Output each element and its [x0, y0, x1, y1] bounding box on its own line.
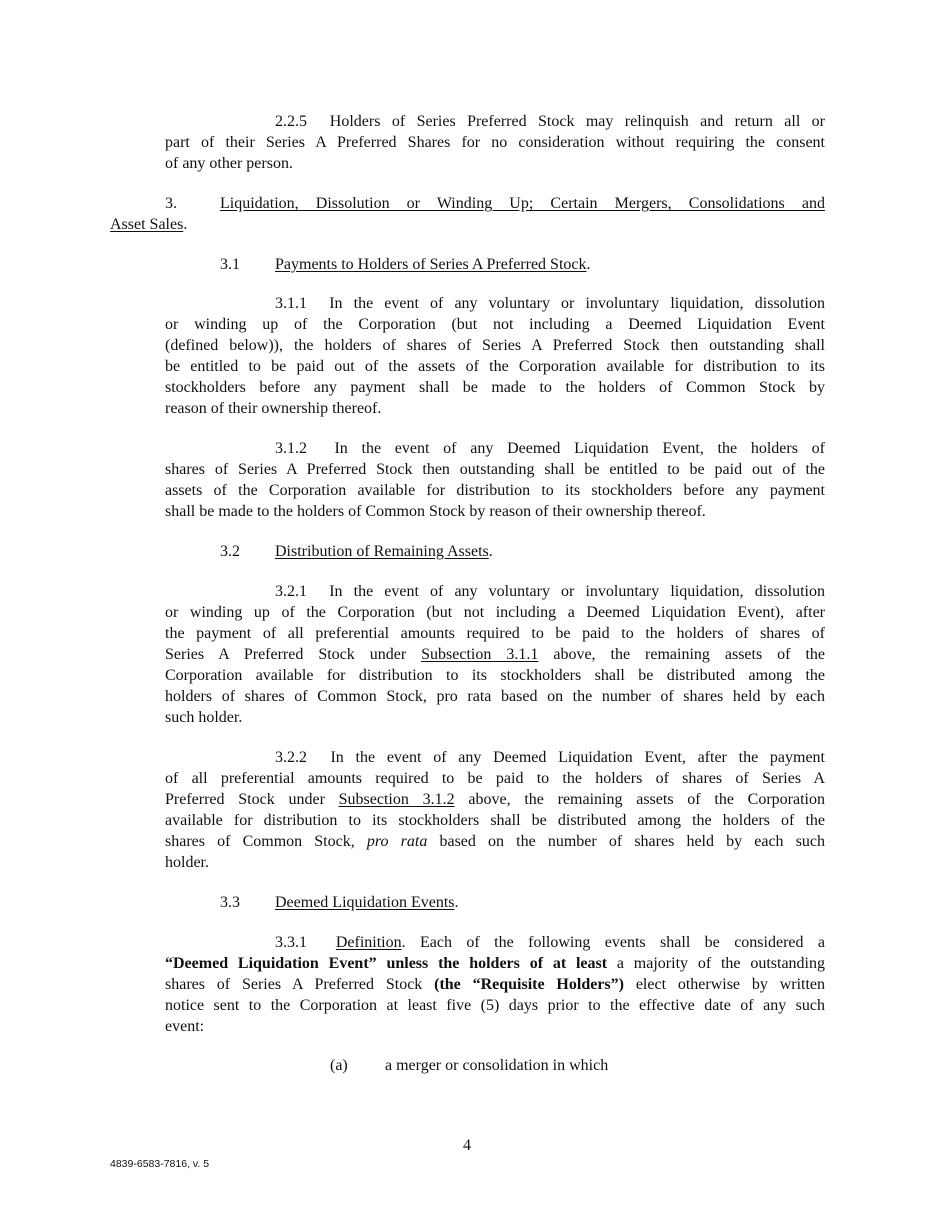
section-title: Distribution of Remaining Assets — [275, 543, 489, 560]
paragraph-line: shares of Series A Preferred Stock then outstanding shall be entitled to be paid out of the — [165, 461, 825, 478]
section-title-continued: Asset Sales — [110, 216, 184, 233]
paragraph-line: shall be made to the holders of Common Stock by reason of their ownership thereof. — [165, 503, 706, 520]
text-run: above, the remaining assets of the Corporation — [468, 791, 825, 808]
section-3-3-heading — [220, 892, 820, 913]
list-text: a merger or consolidation in which — [385, 1057, 609, 1074]
page-number: 4 — [463, 1137, 471, 1154]
punctuation: . — [586, 256, 591, 273]
paragraph-line: (defined below)), the holders of shares of Series A Preferred Stock then outstanding shall — [165, 337, 825, 354]
section-3-2-heading — [220, 541, 820, 562]
paragraph-line: Corporation available for distribution to its stockholders shall be distributed among the — [165, 667, 825, 684]
section-title: Deemed Liquidation Events — [275, 894, 455, 911]
paragraph-line: In the event of any Deemed Liquidation Event, the holders of — [334, 440, 825, 457]
text-run: Preferred Stock under — [165, 791, 325, 808]
paragraph-line: event: — [165, 1018, 205, 1035]
text-run: elect otherwise by written — [635, 976, 826, 993]
section-number: 3. — [165, 195, 177, 212]
list-item-a — [330, 1055, 825, 1076]
defined-term: (the “Requisite Holders”) — [434, 976, 624, 993]
paragraph-line: stockholders before any payment shall be made to the holders of Common Stock by — [165, 379, 825, 396]
section-number: 3.2.2 — [275, 749, 307, 766]
section-3-3-1 — [165, 932, 825, 1037]
text-run: shares of Series A Preferred Stock — [165, 976, 423, 993]
text-run: above, the remaining assets of the — [553, 646, 826, 663]
paragraph-line: assets of the Corporation available for distribution to its stockholders before any payment — [165, 482, 825, 499]
section-number: 3.2.1 — [275, 583, 307, 600]
list-label: (a) — [330, 1057, 348, 1074]
definition-label: Definition — [335, 934, 402, 951]
section-number: 3.3.1 — [275, 934, 307, 951]
paragraph-line: available for distribution to its stockholders shall be distributed among the holders of the — [165, 812, 825, 829]
section-3-1-2 — [165, 438, 825, 522]
paragraph-line: Holders of Series Preferred Stock may relinquish and return all or — [329, 113, 825, 130]
section-number: 3.1 — [220, 256, 240, 273]
punctuation: . — [183, 216, 188, 233]
italic-term: pro rata — [366, 833, 428, 850]
section-3-2-2 — [165, 747, 825, 873]
section-3-1-heading — [220, 254, 820, 275]
section-number: 2.2.5 — [275, 113, 307, 130]
paragraph-line: In the event of any voluntary or involuntary liquidation, dissolution — [329, 295, 826, 312]
paragraph-line: holders of shares of Common Stock, pro rata based on the number of shares held by each — [165, 688, 825, 705]
section-3-2-1 — [165, 581, 825, 728]
punctuation: . — [454, 894, 459, 911]
section-number: 3.1.1 — [275, 295, 307, 312]
section-3-heading — [110, 193, 825, 235]
paragraph-line — [165, 789, 825, 810]
section-2-2-5 — [165, 111, 825, 174]
document-id-footer: 4839-6583-7816, v. 5 — [110, 1158, 210, 1170]
text-run: shares of Common Stock, — [165, 833, 355, 850]
paragraph-line: the payment of all preferential amounts required to be paid to the holders of shares of — [165, 625, 825, 642]
paragraph-line — [165, 953, 825, 974]
paragraph-line: such holder. — [165, 709, 243, 726]
section-number: 3.1.2 — [275, 440, 307, 457]
section-number: 3.3 — [220, 894, 240, 911]
defined-term: “Deemed Liquidation Event” unless the holders of at least — [165, 955, 608, 972]
paragraph-line: or winding up of the Corporation (but not including a Deemed Liquidation Event — [165, 316, 825, 333]
paragraph-line — [165, 644, 825, 665]
text-run: based on the number of shares held by each such — [439, 833, 826, 850]
paragraph-line — [165, 831, 825, 852]
text-run: a majority of the outstanding — [616, 955, 825, 972]
paragraph-line: notice sent to the Corporation at least five (5) days prior to the effective date of any such — [165, 997, 825, 1014]
paragraph-line: be entitled to be paid out of the assets of the Corporation available for distribution to its — [165, 358, 825, 375]
paragraph-line: In the event of any voluntary or involuntary liquidation, dissolution — [329, 583, 826, 600]
section-3-1-1 — [165, 293, 825, 419]
paragraph-line: of any other person. — [165, 155, 293, 172]
paragraph-line: holder. — [165, 854, 209, 871]
punctuation: . — [488, 543, 493, 560]
subsection-reference: Subsection 3.1.1 — [421, 646, 539, 663]
text-run: Series A Preferred Stock under — [165, 646, 407, 663]
paragraph-line: reason of their ownership thereof. — [165, 400, 382, 417]
paragraph-line: or winding up of the Corporation (but not including a Deemed Liquidation Event), after — [165, 604, 825, 621]
paragraph-line: part of their Series A Preferred Shares for no consideration without requiring the consent — [165, 134, 825, 151]
section-title: Payments to Holders of Series A Preferred Stock — [275, 256, 587, 273]
section-number: 3.2 — [220, 543, 240, 560]
section-title: Liquidation, Dissolution or Winding Up; Certain Mergers, Consolidations and — [220, 195, 825, 212]
paragraph-line: In the event of any Deemed Liquidation Event, after the payment — [330, 749, 825, 766]
paragraph-line: of all preferential amounts required to be paid to the holders of shares of Series A — [165, 770, 825, 787]
text-run: . Each of the following events shall be considered a — [401, 934, 826, 951]
paragraph-line — [165, 974, 825, 995]
subsection-reference: Subsection 3.1.2 — [338, 791, 455, 808]
